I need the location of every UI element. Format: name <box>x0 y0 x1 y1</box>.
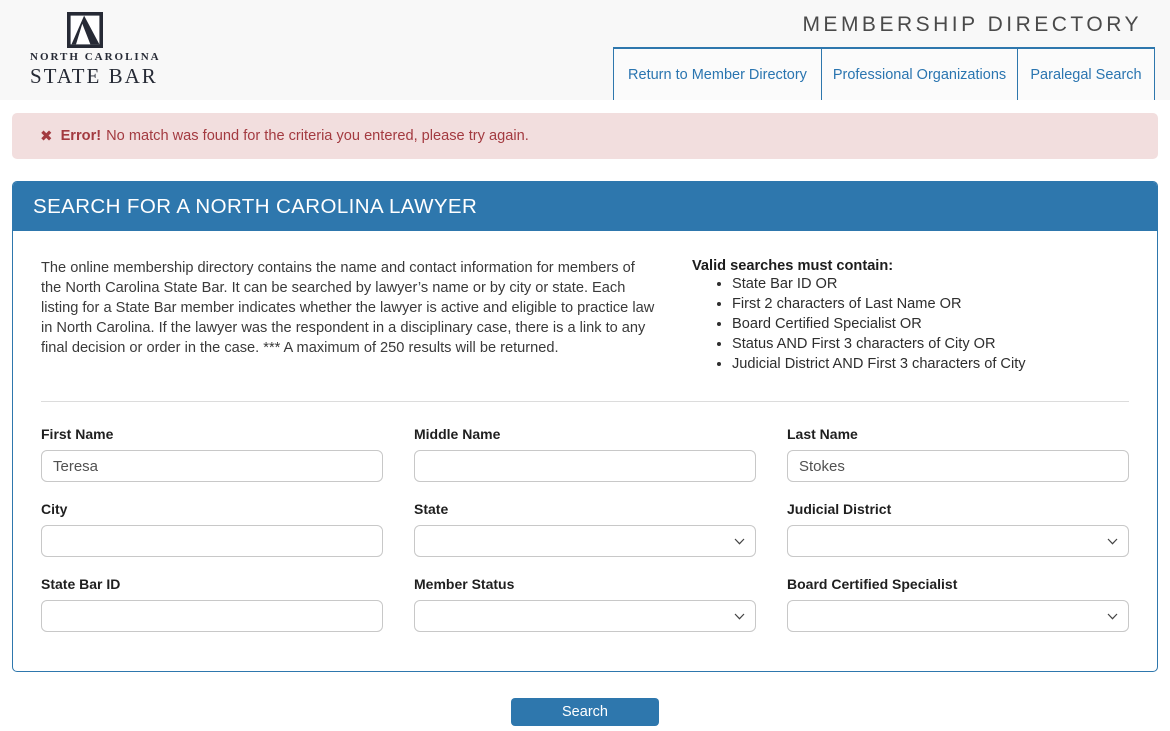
state-bar-id-input[interactable] <box>41 600 383 632</box>
first-name-label: First Name <box>41 426 114 442</box>
city-cell <box>41 501 383 557</box>
city-input[interactable] <box>41 525 383 557</box>
state-bar-id-cell <box>41 576 383 632</box>
valid-searches-block <box>692 258 1129 374</box>
member-status-label: Member Status <box>414 576 515 592</box>
last-name-label: Last Name <box>787 426 858 442</box>
city-label: City <box>41 501 68 517</box>
last-name-cell <box>787 426 1129 482</box>
search-button[interactable]: Search <box>511 698 659 726</box>
middle-name-cell <box>414 426 756 482</box>
header-band <box>0 0 1170 100</box>
judicial-district-label: Judicial District <box>787 501 892 517</box>
panel-body <box>13 231 1157 651</box>
state-bar-lambda-icon <box>67 12 103 48</box>
board-certified-specialist-cell <box>787 576 1129 632</box>
first-name-cell <box>41 426 383 482</box>
chevron-down-icon <box>1107 538 1118 545</box>
logo-text-north-carolina: NORTH CAROLINA <box>30 51 161 63</box>
judicial-district-select[interactable] <box>787 525 1129 557</box>
state-select[interactable] <box>414 525 756 557</box>
page-title: MEMBERSHIP DIRECTORY <box>802 13 1142 36</box>
judicial-district-cell <box>787 501 1129 557</box>
valid-item: • First 2 characters of Last Name OR <box>732 294 1129 314</box>
board-certified-specialist-select[interactable] <box>787 600 1129 632</box>
member-status-select[interactable] <box>414 600 756 632</box>
valid-item: • Status AND First 3 characters of City OR <box>732 334 1129 354</box>
state-label: State <box>414 501 449 517</box>
chevron-down-icon <box>734 538 745 545</box>
panel-title: SEARCH FOR A NORTH CAROLINA LAWYER <box>13 182 1157 231</box>
search-form <box>41 426 1129 651</box>
search-panel <box>12 181 1158 672</box>
error-prefix: Error! <box>60 128 102 144</box>
valid-item: • Board Certified Specialist OR <box>732 314 1129 334</box>
nc-state-bar-logo <box>30 10 161 89</box>
header-nav <box>613 47 1155 100</box>
directory-description: The online membership directory contains the name and contact information for members of the North Carolina State Bar. It can be searched by lawyer’s name or by city or state. Each listing for a State Bar member indicates whether the lawyer is active and eligible to practice law in North Carolina. If the lawyer was the respondent in a disciplinary case, there is a link to any final decision or order in the case. *** A maximum of 250 results will be returned. <box>41 260 655 356</box>
logo-text-state-bar: STATE BAR <box>30 64 158 88</box>
nav-tab-professional-organizations[interactable]: Professional Organizations <box>821 49 1017 100</box>
middle-name-label: Middle Name <box>414 426 501 442</box>
middle-name-input[interactable] <box>414 450 756 482</box>
error-alert <box>12 113 1158 159</box>
state-bar-id-label: State Bar ID <box>41 576 121 592</box>
valid-searches-list <box>692 274 1129 374</box>
valid-item: • State Bar ID OR <box>732 274 1129 294</box>
nav-tab-paralegal-search[interactable]: Paralegal Search <box>1017 49 1155 100</box>
member-status-cell <box>414 576 756 632</box>
error-message: No match was found for the criteria you entered, please try again. <box>106 128 529 144</box>
section-divider <box>41 401 1129 402</box>
nav-tab-return-to-member-directory[interactable]: Return to Member Directory <box>613 49 821 100</box>
chevron-down-icon <box>1107 613 1118 620</box>
board-certified-specialist-label: Board Certified Specialist <box>787 576 958 592</box>
first-name-input[interactable] <box>41 450 383 482</box>
valid-item: • Judicial District AND First 3 characters of City <box>732 354 1129 374</box>
intro-row <box>41 258 1129 374</box>
last-name-input[interactable] <box>787 450 1129 482</box>
error-x-icon: ✖ <box>40 128 53 145</box>
chevron-down-icon <box>734 613 745 620</box>
valid-searches-heading: Valid searches must contain: <box>692 258 894 274</box>
state-cell <box>414 501 756 557</box>
